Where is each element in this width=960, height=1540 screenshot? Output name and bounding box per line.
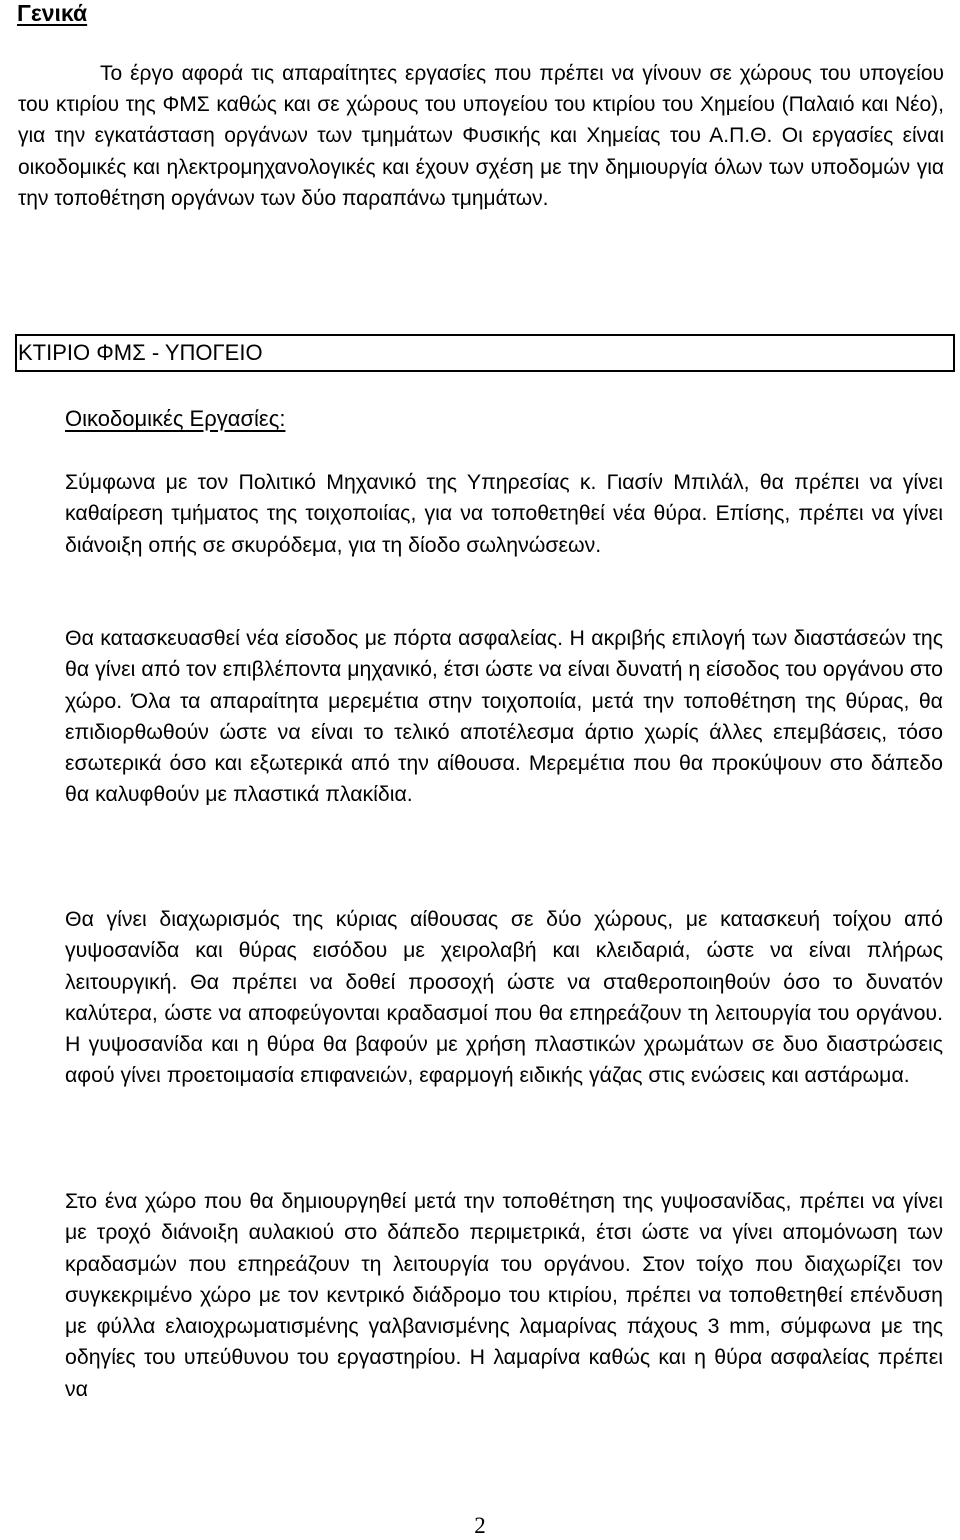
section-title: Γενικά [17, 0, 88, 26]
body-paragraph: Θα γίνει διαχωρισμός της κύριας αίθουσας σε δύο χώρους, με κατασκευή τοίχου από γυψοσανίδα και θύρας εισόδου με χειρολαβή και κλειδαριά, ώστε να είναι πλήρως λειτουργική. Θα πρέπει να δοθεί προσοχή ώστε να σταθεροποιηθούν όσο το δυνατόν καλύτερα, ώστε να αποφεύγονται κραδασμοί που θα επηρεάζουν τη λειτουργία του οργάνου. Η γυψοσανίδα και η θύρα θα βαφούν με χρήση πλαστικών χρωμάτων σε δυο διαστρώσεις αφού γίνει προετοιμασία επιφανειών, εφαρμογή ειδικής γάζας στις ενώσεις και αστάρωμα. [65, 907, 943, 1088]
body-paragraph: Στο ένα χώρο που θα δημιουργηθεί μετά την τοποθέτηση της γυψοσανίδας, πρέπει να γίνει με τροχό διάνοιξη αυλακιού στο δάπεδο περιμετρικά, έτσι ώστε να γίνει απομόνωση των κραδασμών που επηρεάζουν τη λειτουργία του οργάνου. Στον τοίχο που διαχωρίζει τον συγκεκριμένο χώρο με τον κεντρικό διάδρομο του κτιρίου, πρέπει να τοποθετηθεί επένδυση με φύλλα ελαιοχρωματισμένης γαλβανισμένης λαμαρίνας πάχους 3 mm, σύμφωνα με της οδηγίες του υπεύθυνου του εργαστηρίου. Η λαμαρίνα καθώς και η θύρα ασφαλείας πρέπει να [65, 1189, 943, 1401]
intro-paragraph [18, 58, 944, 214]
page-number: 2 [474, 1513, 486, 1538]
construction-works-heading: Οικοδομικές Εργασίες: [65, 406, 286, 431]
intro-text: Το έργο αφορά τις απαραίτητες εργασίες που πρέπει να γίνουν σε χώρους του υπογείου του κτιρίου της ΦΜΣ καθώς και σε χώρους του υπογείου του κτιρίου του Χημείου (Παλαιό και Νέο), για την εγκατάσταση οργάνων των τμημάτων Φυσικής και Χημείας του Α.Π.Θ. Οι εργασίες είναι οικοδομικές και ηλεκτρομηχανολογικές και έχουν σχέση με την δημιουργία όλων των υποδομών για την τοποθέτηση οργάνων των δύο παραπάνω τμημάτων. [18, 62, 944, 210]
body-paragraph: Σύμφωνα με τον Πολιτικό Μηχανικό της Υπηρεσίας κ. Γιασίν Μπιλάλ, θα πρέπει να γίνει καθαίρεση τμήματος της τοιχοποιίας, για να τοποθετηθεί νέα θύρα. Επίσης, πρέπει να γίνει διάνοιξη οπής σε σκυρόδεμα, για τη δίοδο σωληνώσεων. [65, 470, 943, 557]
building-heading: ΚΤΙΡΙΟ ΦΜΣ - ΥΠΟΓΕΙΟ [18, 340, 263, 365]
body-paragraph: Θα κατασκευασθεί νέα είσοδος με πόρτα ασφαλείας. Η ακριβής επιλογή των διαστάσεών της θα γίνει από τον επιβλέποντα μηχανικό, έτσι ώστε να είναι δυνατή η είσοδος του οργάνου στο χώρο. Όλα τα απαραίτητα μερεμέτια στην τοιχοποιία, μετά την τοποθέτηση της θύρας, θα επιδιορθωθούν ώστε να είναι το τελικό αποτέλεσμα άρτιο χωρίς άλλες επεμβάσεις, τόσο εσωτερικά όσο και εξωτερικά από την αίθουσα. Μερεμέτια που θα προκύψουν στο δάπεδο θα καλυφθούν με πλαστικά πλακίδια. [65, 626, 943, 807]
